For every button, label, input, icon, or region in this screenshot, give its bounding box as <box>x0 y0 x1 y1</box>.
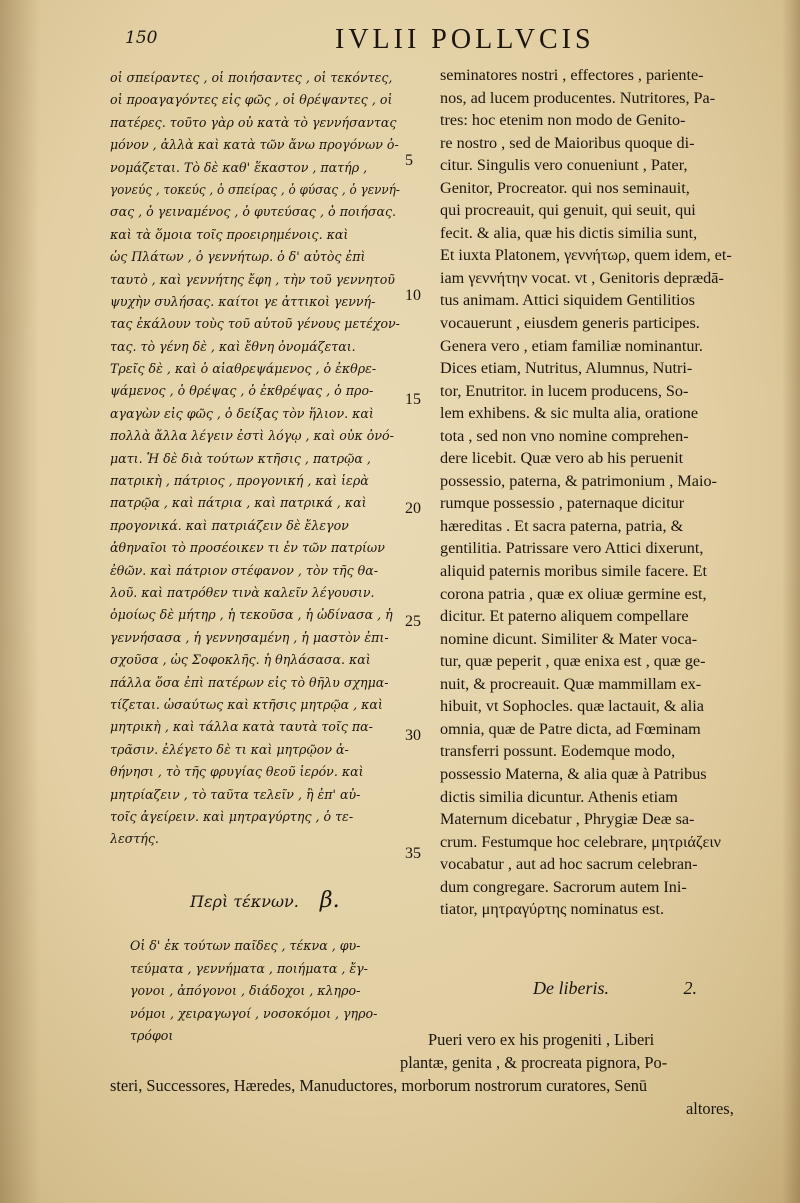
latin-text-line: omnia, quæ de Patre dicta, ad Fœminam <box>440 719 701 738</box>
latin-section-heading <box>533 978 697 999</box>
latin-text-line: crum. Festumque hoc celebrare, μητριάζειν <box>440 832 721 851</box>
latin-text-line: tus animam. Attici siquidem Gentilitios <box>440 291 695 310</box>
bottom-text-line: Pueri vero ex his progeniti , Liberi <box>428 1030 655 1049</box>
latin-text-line: Maternum dicebatur , Phrygiæ Deæ sa- <box>440 810 695 829</box>
latin-text-line: fecit. & alia, quæ his dictis similia sunt, <box>440 223 698 242</box>
greek-text-line: τας. τὸ γένη δὲ , καὶ ἔθνη ὀνομάζεται. <box>110 338 356 354</box>
latin-text-line: Genitor, Procreator. qui nos seminauit, <box>440 178 690 197</box>
bottom-text-line: plantæ, genita , & procreata pignora, Po- <box>400 1053 668 1072</box>
greek-text-line: πάλλα ὅσα ἐπὶ πατέρων εἰς τὸ θῆλυ σχημα- <box>110 674 389 690</box>
greek-text-line: ψάμενος , ὁ θρέψας , ὁ ἐκθρέψας , ὁ προ- <box>110 383 374 399</box>
bottom-text-line: altores, <box>686 1099 734 1118</box>
latin-text-line: qui procreauit, qui genuit, qui seuit, qui <box>440 201 696 220</box>
latin-text-line: dum congregare. Sacrorum autem Ini- <box>440 877 687 896</box>
bottom-text-line: steri, Successores, Hæredes, Manuductores, morborum nostrorum curatores, Senū <box>110 1076 648 1095</box>
latin-text-line: tur, quæ peperit , quæ enixa est , quæ ge- <box>440 652 706 671</box>
latin-text-line: dere licebit. Quæ vero ab his peruenit <box>440 449 684 468</box>
latin-text-line: tiator, μητραγύρτης nominatus est. <box>440 900 665 919</box>
line-number: 25 <box>405 613 421 630</box>
greek-text-line: οἱ προαγαγόντες εἰς φῶς , οἱ θρέψαντες , οἱ <box>110 92 393 108</box>
greek-text-line: ὁμοίως δὲ μήτηρ , ἡ τεκοῦσα , ἡ ὠδίνασα , ἡ <box>110 607 393 623</box>
line-number: 20 <box>405 500 421 517</box>
latin-text-line: iam γεννήτην vocat. vt , Genitoris deprædā- <box>440 268 724 287</box>
latin-text-line: transferri possunt. Eodemque modo, <box>440 742 676 761</box>
latin-text-line: vocauerunt , eiusdem generis participes. <box>440 314 700 333</box>
greek-text-line: ἐθῶν. καὶ πάτριον στέφανον , τὸν τῆς θα- <box>110 562 378 578</box>
latin-text-line: hæreditas . Et sacra paterna, patria, & <box>440 516 684 535</box>
line-number: 35 <box>405 845 421 862</box>
latin-section-number: 2. <box>683 978 697 998</box>
page-header <box>0 22 800 62</box>
greek-section-line: τρόφοι <box>130 1028 174 1043</box>
latin-column <box>440 64 788 921</box>
greek-text-line: λεστής. <box>110 831 159 847</box>
latin-text-line: Dices etiam, Nutritus, Alumnus, Nutri- <box>440 359 693 378</box>
greek-text-line: σας , ὁ γειναμένος , ὁ φυτεύσας , ὁ ποιήσας. <box>110 204 397 220</box>
latin-text-line: tor, Enutritor. in lucem producens, So- <box>440 381 689 400</box>
greek-text-line: προγονικά. καὶ πατριάζειν δὲ ἔλεγον <box>110 517 349 533</box>
latin-text-line: rumque possessio , paternaque dicitur <box>440 494 685 513</box>
greek-column <box>110 67 400 851</box>
greek-text-line: ὡς Πλάτων , ὁ γεννήτωρ. ὁ δ' αὐτὸς ἐπὶ <box>110 249 366 265</box>
greek-section-heading <box>190 888 340 913</box>
latin-text-line: tres: hoc etenim non modo de Genito- <box>440 111 686 130</box>
greek-text-line: Τρεῖς δὲ , καὶ ὁ αἰαθρεψάμενος , ὁ ἐκθρε- <box>110 361 377 377</box>
latin-text-line: nuit, & procreauit. Quæ mammillam ex- <box>440 674 702 693</box>
greek-text-line: ματι. Ἡ δὲ διὰ τούτων κτῆσις , πατρῷα , <box>110 450 371 466</box>
latin-text-line: Et iuxta Platonem, γεννήτωρ, quem idem, et- <box>440 246 732 265</box>
greek-text-line: λοῦ. καὶ πατρόθεν τινὰ καλεῖν λέγουσιν. <box>110 584 375 600</box>
greek-text-line: μόνον , ἀλλὰ καὶ κατὰ τῶν ἄνω προγόνων ὀ- <box>110 137 399 153</box>
greek-text-line: οἱ σπείραντες , οἱ ποιήσαντες , οἱ τεκόντες, <box>110 70 393 85</box>
greek-text-line: γεννήσασα , ἡ γεννησαμένη , ἡ μαστὸν ἐπι- <box>110 629 389 645</box>
page-gutter-shadow <box>0 0 40 1203</box>
greek-text-line: τρᾶσιν. ἐλέγετο δὲ τι καὶ μητρῷον ἀ- <box>110 741 349 757</box>
latin-text-line: gentilitia. Patrissare vero Attici dixerunt, <box>440 539 704 558</box>
latin-text-line: dictis similia dicuntur. Athenis etiam <box>440 787 678 806</box>
latin-text-line: aliquid paternis moribus simile facere. Et <box>440 562 708 581</box>
greek-section-line: γονοι , ἀπόγονοι , διάδοχοι , κληρο- <box>130 983 361 998</box>
greek-section-line: Οἱ δ' ἐκ τούτων παῖδες , τέκνα , φυ- <box>130 938 361 953</box>
greek-text-line: γονεύς , τοκεύς , ὁ σπείρας , ὁ φύσας , ὁ γεννή- <box>110 181 400 197</box>
latin-text-line: dicitur. Et paterno aliquem compellare <box>440 607 689 626</box>
latin-text-line: vocabatur , aut ad hoc sacrum celebran- <box>440 855 698 874</box>
latin-text-line: nomine dicunt. Similiter & Mater voca- <box>440 629 698 648</box>
latin-text-line: tota , sed non vno nomine comprehen- <box>440 426 689 445</box>
latin-text-line: hibuit, vt Sophocles. quæ lactauit, & alia <box>440 697 704 716</box>
latin-text-line: lem exhibens. & sic multa alia, oratione <box>440 404 699 423</box>
greek-text-line: τίζεται. ὡσαύτως καὶ κτῆσις μητρῷα , καὶ <box>110 696 383 712</box>
greek-text-line: μητρικὴ , καὶ τάλλα κατὰ ταυτὰ τοῖς πα- <box>110 719 373 735</box>
greek-text-line: πατρῷα , καὶ πάτρια , καὶ πατρικά , καὶ <box>110 495 367 511</box>
latin-text-line: possessio, paterna, & patrimonium , Maio- <box>440 471 717 490</box>
greek-text-line: τοῖς ἀγείρειν. καὶ μητραγύρτης , ὁ τε- <box>110 808 354 824</box>
greek-text-line: σχοῦσα , ὡς Σοφοκλῆς. ἡ θηλάσασα. καὶ <box>110 652 371 668</box>
greek-text-line: πατρικὴ , πάτριος , προγονική , καὶ ἱερὰ <box>110 473 369 489</box>
greek-text-line: τας ἐκάλουν τοὺς τοῦ αὐτοῦ γένους μετέχον- <box>110 316 400 332</box>
latin-text-line: nos, ad lucem producentes. Nutritores, Pa- <box>440 88 716 107</box>
greek-text-line: θήνησι , τὸ τῆς φρυγίας θεοῦ ἱερόν. καὶ <box>110 764 364 780</box>
line-number: 5 <box>405 152 413 169</box>
latin-text-line: re nostro , sed de Maioribus quoque di- <box>440 133 695 152</box>
greek-text-line: αγαγὼν εἰς φῶς , ὁ δείξας τὸν ἥλιον. καὶ <box>110 405 374 421</box>
greek-text-line: πατέρες. τοῦτο γὰρ οὐ κατὰ τὸ γεννήσαντας <box>110 114 397 130</box>
greek-section-title: Περὶ τέκνων. <box>190 892 299 911</box>
greek-text-line: καὶ τὰ ὅμοια τοῖς προειρημένοις. καὶ <box>110 226 349 242</box>
greek-text-line: ταυτὸ , καὶ γεννήτης ἔφη , τὴν τοῦ γεννητοῦ <box>110 271 395 287</box>
line-number: 10 <box>405 287 421 304</box>
line-number: 15 <box>405 391 421 408</box>
greek-text-line: μητρίαζειν , τὸ ταῦτα τελεῖν , ἢ ἐπ' αὐ- <box>110 786 361 802</box>
running-title: IVLII POLLVCIS <box>335 24 595 55</box>
latin-section-title: De liberis. <box>533 978 609 998</box>
latin-text-line: Genera vero , etiam familiæ nominantur. <box>440 336 703 355</box>
latin-text-line: citur. Singulis vero conueniunt , Pater, <box>440 156 688 175</box>
greek-text-line: ἀθηναῖοι τὸ προσέοικεν τι ἐν τῶν πατρίων <box>110 540 385 556</box>
greek-section-line: τεύματα , γεννήματα , ποιήματα , ἔγ- <box>130 960 368 976</box>
latin-text-line: possessio Materna, & alia quæ à Patribus <box>440 764 707 783</box>
greek-text-line: νομάζεται. Τὸ δὲ καθ' ἕκαστον , πατήρ , <box>110 159 368 175</box>
line-number: 30 <box>405 727 421 744</box>
greek-text-line: ψυχὴν συλήσας. καίτοι γε ἀττικοὶ γεννή- <box>110 293 376 309</box>
latin-text-line: corona patria , quæ ex oliuæ germine est, <box>440 584 707 603</box>
greek-section-number: β. <box>319 888 340 913</box>
latin-text-line: seminatores nostri , effectores , pariente- <box>440 66 704 84</box>
greek-text-line: πολλὰ ἄλλα λέγειν ἐστὶ λόγῳ , καὶ οὐκ ὀνό- <box>110 428 394 444</box>
greek-section-line: νόμοι , χειραγωγοί , νοσοκόμοι , γηρο- <box>130 1005 378 1021</box>
page-number: 150 <box>125 28 158 48</box>
greek-section-text <box>130 935 400 1048</box>
